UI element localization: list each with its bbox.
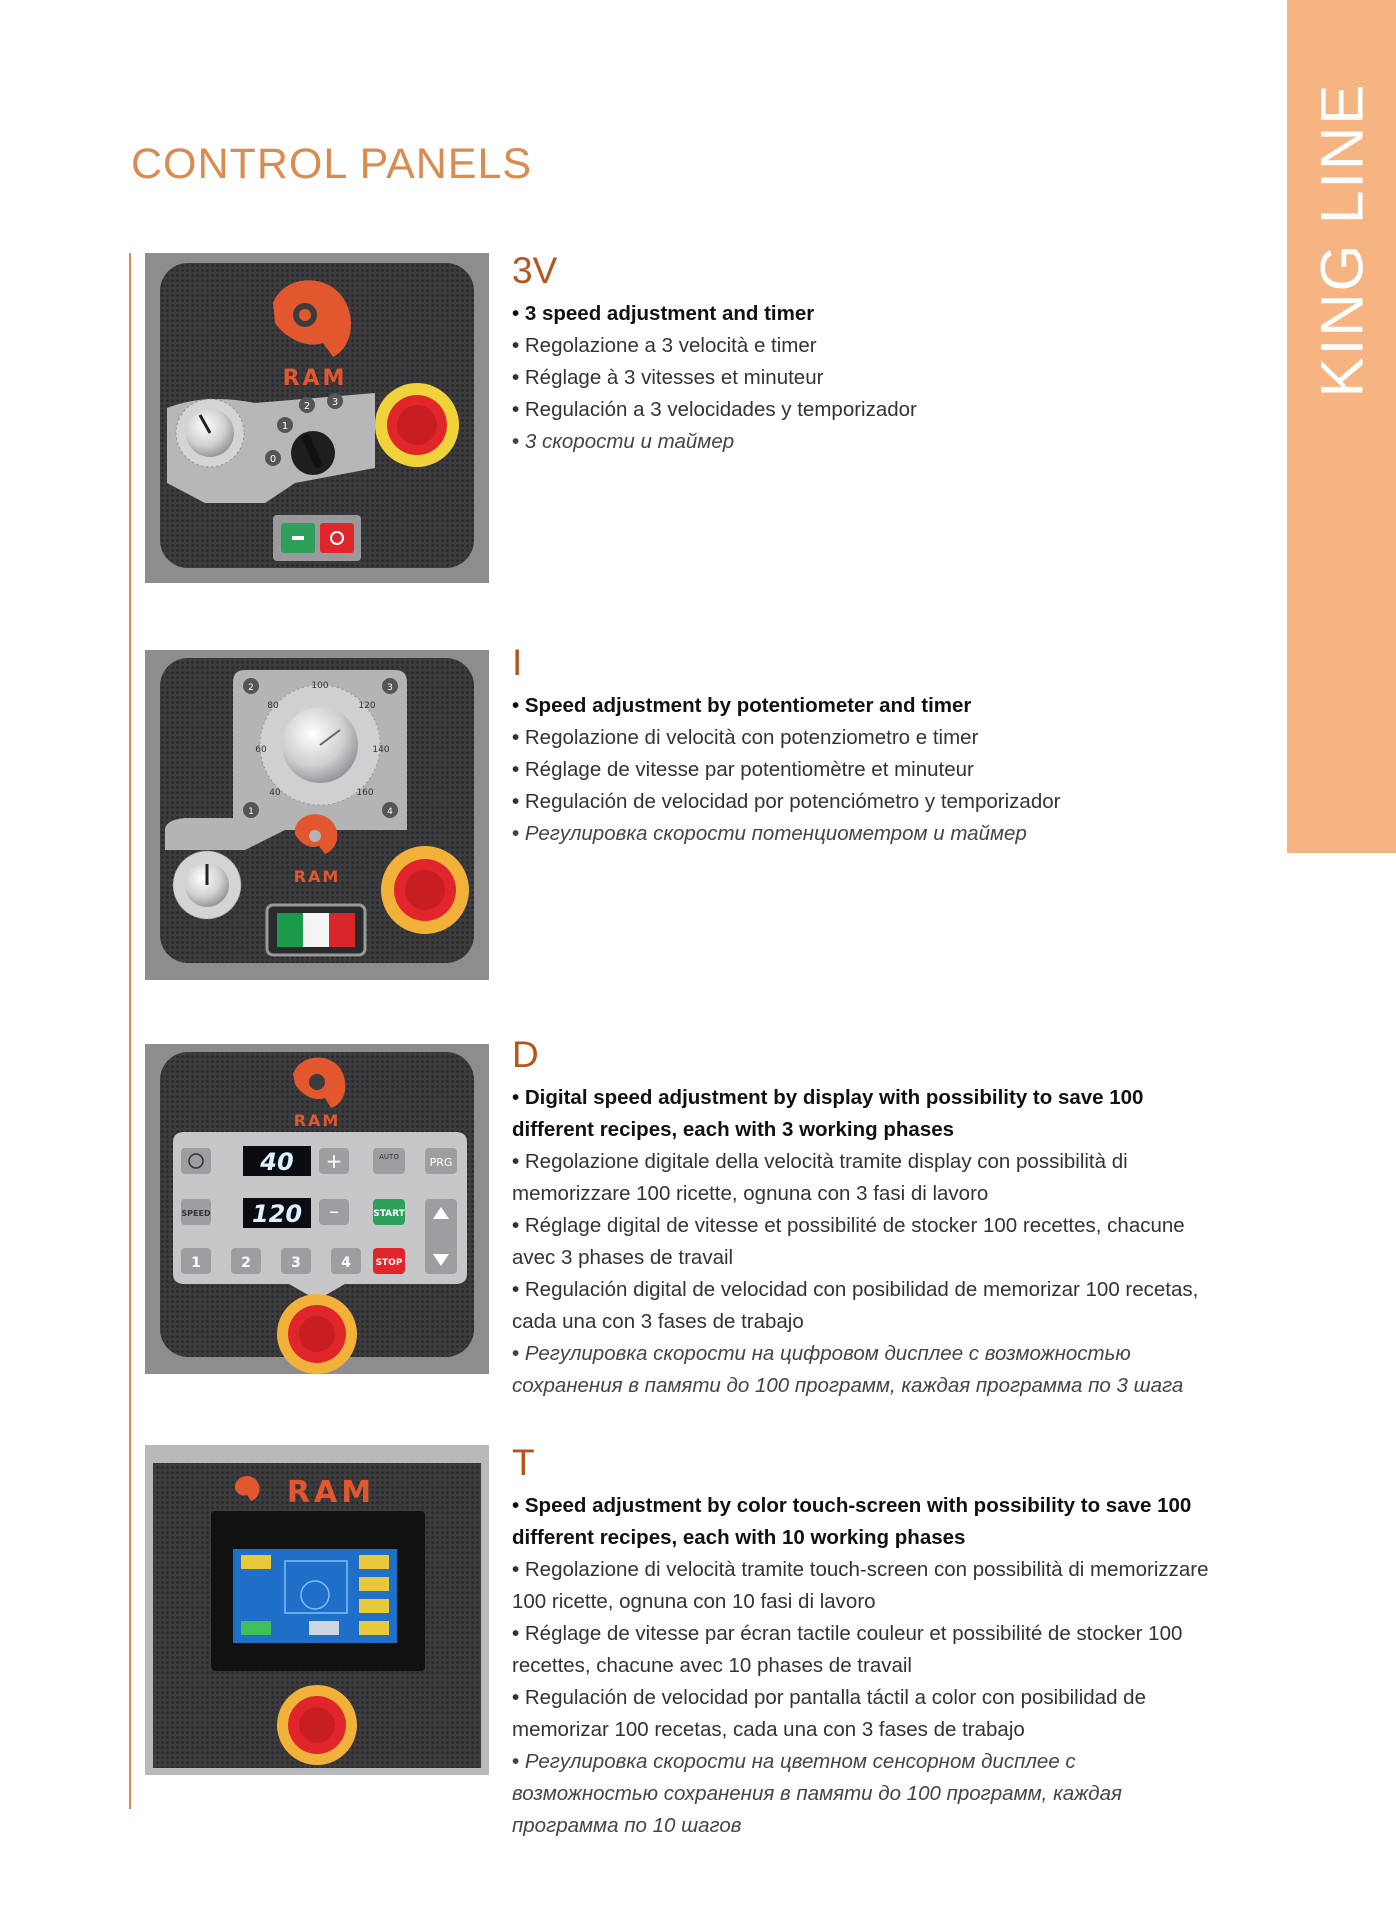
- key-auto[interactable]: AUTO: [379, 1153, 399, 1161]
- panel-t-line-fr: • Réglage de vitesse par écran tactile couleur et possibilité de stocker 100 recettes, chacune avec 10 phases de travail: [512, 1618, 1212, 1682]
- speed-position-1: 1: [281, 421, 289, 432]
- dial-scale-80: 80: [267, 701, 279, 711]
- panel-i-title: I: [512, 642, 523, 683]
- panel-d-line-en: • Digital speed adjustment by display with possibility to save 100 different recipes, each with 3 working phases: [512, 1082, 1212, 1146]
- emergency-stop-button[interactable]: [381, 846, 469, 934]
- panel-d-description: [512, 1034, 1212, 1402]
- dial-corner-1: 1: [248, 807, 254, 817]
- panel-i-photo: [145, 650, 489, 980]
- panel-3v-line-en: • 3 speed adjustment and timer: [512, 298, 1212, 330]
- key-4[interactable]: 4: [341, 1255, 351, 1271]
- dial-scale-100: 100: [311, 681, 329, 691]
- key-1[interactable]: 1: [191, 1255, 201, 1271]
- panel-d-line-es: • Regulación digital de velocidad con posibilidad de memorizar 100 recetas, cada una con 3 fases de trabajo: [512, 1274, 1212, 1338]
- panel-3v-title: 3V: [512, 250, 558, 291]
- panel-t-photo: [145, 1445, 489, 1775]
- panel-i-line-es: • Regulación de velocidad por potenciómetro y temporizador: [512, 786, 1212, 818]
- timer-knob[interactable]: [173, 851, 241, 919]
- key-plus[interactable]: +: [325, 1149, 343, 1173]
- emergency-stop-button[interactable]: [277, 1685, 357, 1765]
- start-stop-switch[interactable]: [273, 515, 361, 561]
- panel-i-line-fr: • Réglage de vitesse par potentiomètre et minuteur: [512, 754, 1212, 786]
- ram-brand-text: RAM: [286, 1475, 376, 1510]
- speed-position-3: 3: [331, 397, 339, 408]
- panel-i-description: [512, 642, 1212, 850]
- dial-corner-3: 3: [387, 683, 393, 693]
- panel-i-line-ru: • Регулировка скорости потенциометром и таймер: [512, 818, 1212, 850]
- ram-brand-text: RAM: [293, 1111, 341, 1130]
- key-minus[interactable]: –: [329, 1199, 339, 1223]
- key-speed[interactable]: SPEED: [181, 1209, 211, 1218]
- emergency-stop-button[interactable]: [277, 1294, 357, 1374]
- side-tab: [1287, 0, 1396, 853]
- speed-display: 120: [251, 1200, 303, 1228]
- ram-brand-text: RAM: [282, 366, 348, 391]
- panel-i-line-en: • Speed adjustment by potentiometer and timer: [512, 690, 1212, 722]
- panel-d-line-ru: • Регулировка скорости на цифровом дисплее с возможностью сохранения в памяти до 100 программ, каждая программа по 3 шага: [512, 1338, 1212, 1402]
- speed-position-0: 0: [269, 454, 277, 465]
- key-3[interactable]: 3: [291, 1255, 301, 1271]
- ram-brand-text: RAM: [293, 867, 341, 886]
- key-prg[interactable]: PRG: [429, 1156, 453, 1169]
- dial-corner-4: 4: [387, 807, 393, 817]
- dial-scale-160: 160: [356, 788, 374, 798]
- speed-selector-knob[interactable]: [291, 431, 335, 475]
- panel-t-line-ru: • Регулировка скорости на цветном сенсорном дисплее с возможностью сохранения в памяти до 100 программ, каждая программа по 10 шагов: [512, 1746, 1212, 1842]
- key-start[interactable]: START: [373, 1209, 405, 1219]
- dial-scale-120: 120: [358, 701, 376, 711]
- dial-scale-140: 140: [372, 745, 390, 755]
- dial-scale-60: 60: [255, 745, 267, 755]
- speed-position-2: 2: [303, 401, 311, 412]
- accent-vertical-rule: [129, 253, 131, 1809]
- timer-display: 40: [260, 1148, 294, 1176]
- timer-knob[interactable]: [176, 399, 244, 467]
- panel-t-line-en: • Speed adjustment by color touch-screen with possibility to save 100 different recipes, each with 10 working phases: [512, 1490, 1212, 1554]
- side-tab-label: KING LINE: [1308, 82, 1375, 398]
- page-title: CONTROL PANELS: [131, 140, 533, 188]
- panel-t-title: T: [512, 1442, 535, 1483]
- emergency-stop-button[interactable]: [375, 383, 459, 467]
- panel-d-photo: [145, 1044, 489, 1374]
- panel-3v-description: [512, 250, 1212, 458]
- italian-flag-badge: [267, 905, 365, 955]
- panel-3v-photo: [145, 253, 489, 583]
- panel-3v-line-ru: • 3 скорости и таймер: [512, 426, 1212, 458]
- panel-3v-line-es: • Regulación a 3 velocidades y temporizador: [512, 394, 1212, 426]
- panel-d-line-fr: • Réglage digital de vitesse et possibilité de stocker 100 recettes, chacune avec 3 phases de travail: [512, 1210, 1212, 1274]
- panel-d-line-it: • Regolazione digitale della velocità tramite display con possibilità di memorizzare 100 ricette, ognuna con 3 fasi di lavoro: [512, 1146, 1212, 1210]
- dial-corner-2: 2: [248, 683, 254, 693]
- touch-screen[interactable]: [233, 1549, 397, 1643]
- dial-scale-40: 40: [269, 788, 281, 798]
- key-2[interactable]: 2: [241, 1255, 251, 1271]
- panel-i-line-it: • Regolazione di velocità con potenziometro e timer: [512, 722, 1212, 754]
- key-stop[interactable]: STOP: [375, 1258, 403, 1268]
- panel-3v-line-it: • Regolazione a 3 velocità e timer: [512, 330, 1212, 362]
- panel-t-line-it: • Regolazione di velocità tramite touch-screen con possibilità di memorizzare 100 ricette, ognuna con 10 fasi di lavoro: [512, 1554, 1212, 1618]
- panel-t-description: [512, 1442, 1212, 1842]
- panel-3v-line-fr: • Réglage à 3 vitesses et minuteur: [512, 362, 1212, 394]
- panel-t-line-es: • Regulación de velocidad por pantalla táctil a color con posibilidad de memorizar 100 recetas, cada una con 3 fases de trabajo: [512, 1682, 1212, 1746]
- panel-d-title: D: [512, 1034, 539, 1075]
